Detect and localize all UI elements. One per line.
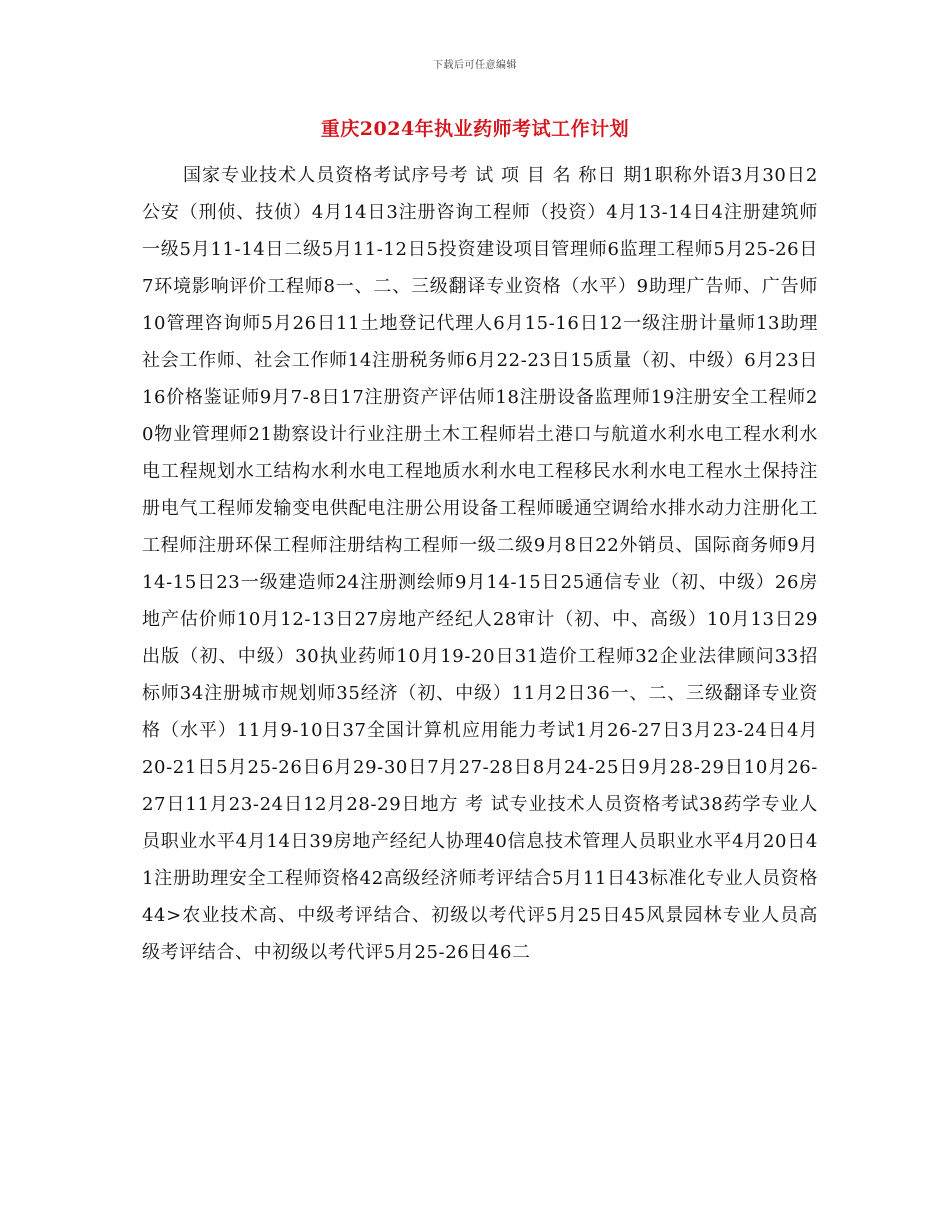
document-title: 重庆2024年执业药师考试工作计划 bbox=[320, 118, 630, 140]
document-body: 国家专业技术人员资格考试序号考 试 项 目 名 称日 期1职称外语3月30日2公安（刑侦、技侦）4月14日3注册咨询工程师（投资）4月13-14日4注册建筑师一级5月11-14日二级5月11-12日5投资建设项目管理师6监理工程师5月25-26日7环境影响评价工程师8一、二、三级翻译专业资格（水平）9助理广告师、广告师10管理咨询师5月26日11土地登记代理人6月15-16日12一级注册计量师13助理社会工作师、社会工作师14注册税务师6月22-23日15质量（初、中级）6月23日16价格鉴证师9月7-8日17注册资产评估师18注册设备监理师19注册安全工程师20物业管理师21勘察设计行业注册土木工程师岩土港口与航道水利水电工程水利水电工程规划水工结构水利水电工程地质水利水电工程移民水利水电工程水土保持注册电气工程师发输变电供配电注册公用设备工程师暖通空调给水排水动力注册化工工程师注册环保工程师注册结构工程师一级二级9月8日22外销员、国际商务师9月14-15日23一级建造师24注册测绘师9月14-15日25通信专业（初、中级）26房地产估价师10月12-13日27房地产经纪人28审计（初、中、高级）10月13日29出版（初、中级）30执业药师10月19-20日31造价工程师32企业法律顾问33招标师34注册城市规划师35经济（初、中级）11月2日36一、二、三级翻译专业资格（水平）11月9-10日37全国计算机应用能力考试1月26-27日3月23-24日4月20-21日5月25-26日6月29-30日7月27-28日8月24-25日9月28-29日10月26-27日11月23-24日12月28-29日地方 考 试专业技术人员资格考试38药学专业人员职业水平4月14日39房地产经纪人协理40信息技术管理人员职业水平4月20日41注册助理安全工程师资格42高级经济师考评结合5月11日43标准化专业人员资格44>农业技术高、中级考评结合、初级以考代评5月25日45风景园林专业人员高级考评结合、中初级以考代评5月25-26日46二 bbox=[142, 165, 818, 963]
header-note: 下载后可任意编辑 bbox=[433, 60, 517, 71]
